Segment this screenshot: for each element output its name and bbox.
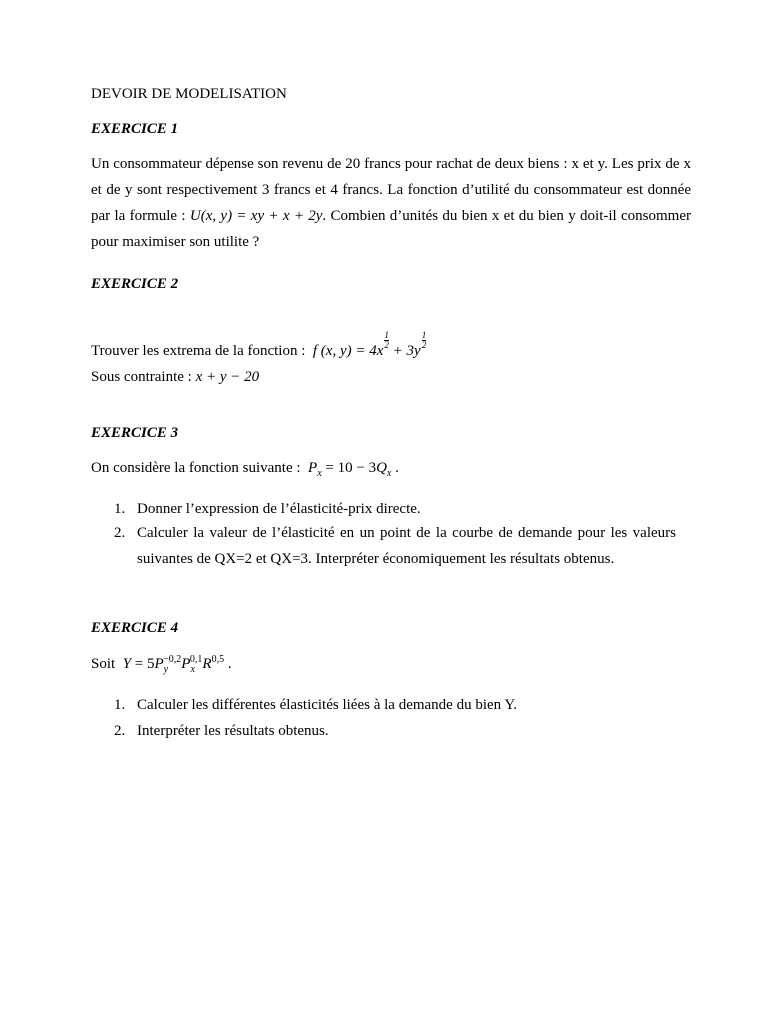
list-item [114,496,676,522]
utility-formula: U(x, y) = xy + x + 2y [189,208,323,224]
exercise-2-heading: EXERCICE 2 [91,276,179,292]
exercise-3-intro-line: On considère la fonction suivante : $P_x = 10 - 3Q_x$ . [91,460,399,479]
constraint-formula: x + y − 20 [195,369,260,385]
exercise-1-text-b: . Combien d’unités du bien x et du bien y doit-il consommer pour maximiser son utilite ? [91,208,692,250]
list-text: Interpréter les résultats obtenus. [137,723,329,739]
exercise-3-intro: On considère la fonction suivante : [91,460,301,476]
list-item [114,692,676,718]
exercise-2-constraint-line [91,369,259,386]
document-title: DEVOIR DE MODELISATION [91,86,287,102]
demand-function: $P_x = 10 - 3Q_x$ [304,460,392,479]
list-number: 2. [114,525,126,541]
list-text: Donner l’expression de l’élasticité-prix directe. [137,501,421,517]
exercise-4-heading: EXERCICE 4 [91,620,179,636]
exercise-1-heading: EXERCICE 1 [91,121,179,137]
constraint-label: Sous contrainte : [91,369,192,385]
extrema-label: Trouver les extrema de la fonction : [91,343,306,359]
exercise-2-function-line [91,331,426,360]
exercise-4-intro: Soit [91,656,116,672]
list-item [114,718,676,744]
exercise-1-text-a: Un consommateur dépense son revenu de 20 francs pour rachat de deux biens : x et y. Les prix de x et de y sont respectivement 3 francs et 4 francs. La fonction d’utilité du consommateur est donnée par la formule : [91,156,691,224]
function-formula: f (x, y) = 4x $\frac{1}{2}$ + 3y $\frac{1}{2}$ [309,330,427,359]
list-number: 2. [114,723,126,739]
list-text: Calculer la valeur de l’élasticité en un point de la courbe de demande pour les valeurs suivantes de QX=2 et QX=3. Interpréter économiquement les résultats obtenus. [137,525,676,567]
exponent-half: $\frac{1}{2}$ [421,330,427,350]
list-number: 1. [114,501,126,517]
exercise-4-intro-line: Soit $Y = 5P_y^{-0,2}P_x^{0,1}R^{0,5}$ . [91,654,232,675]
exponent-half: $\frac{1}{2}$ [384,330,389,350]
exercise-3-heading: EXERCICE 3 [91,425,179,441]
list-item [114,520,676,572]
list-text: Calculer les différentes élasticités liées à la demande du bien Y. [137,697,518,713]
demand-equation: $Y = 5P_y^{-0,2}P_x^{0,1}R^{0,5}$ [118,654,225,675]
exercise-1-text [91,151,691,255]
list-number: 1. [114,697,126,713]
